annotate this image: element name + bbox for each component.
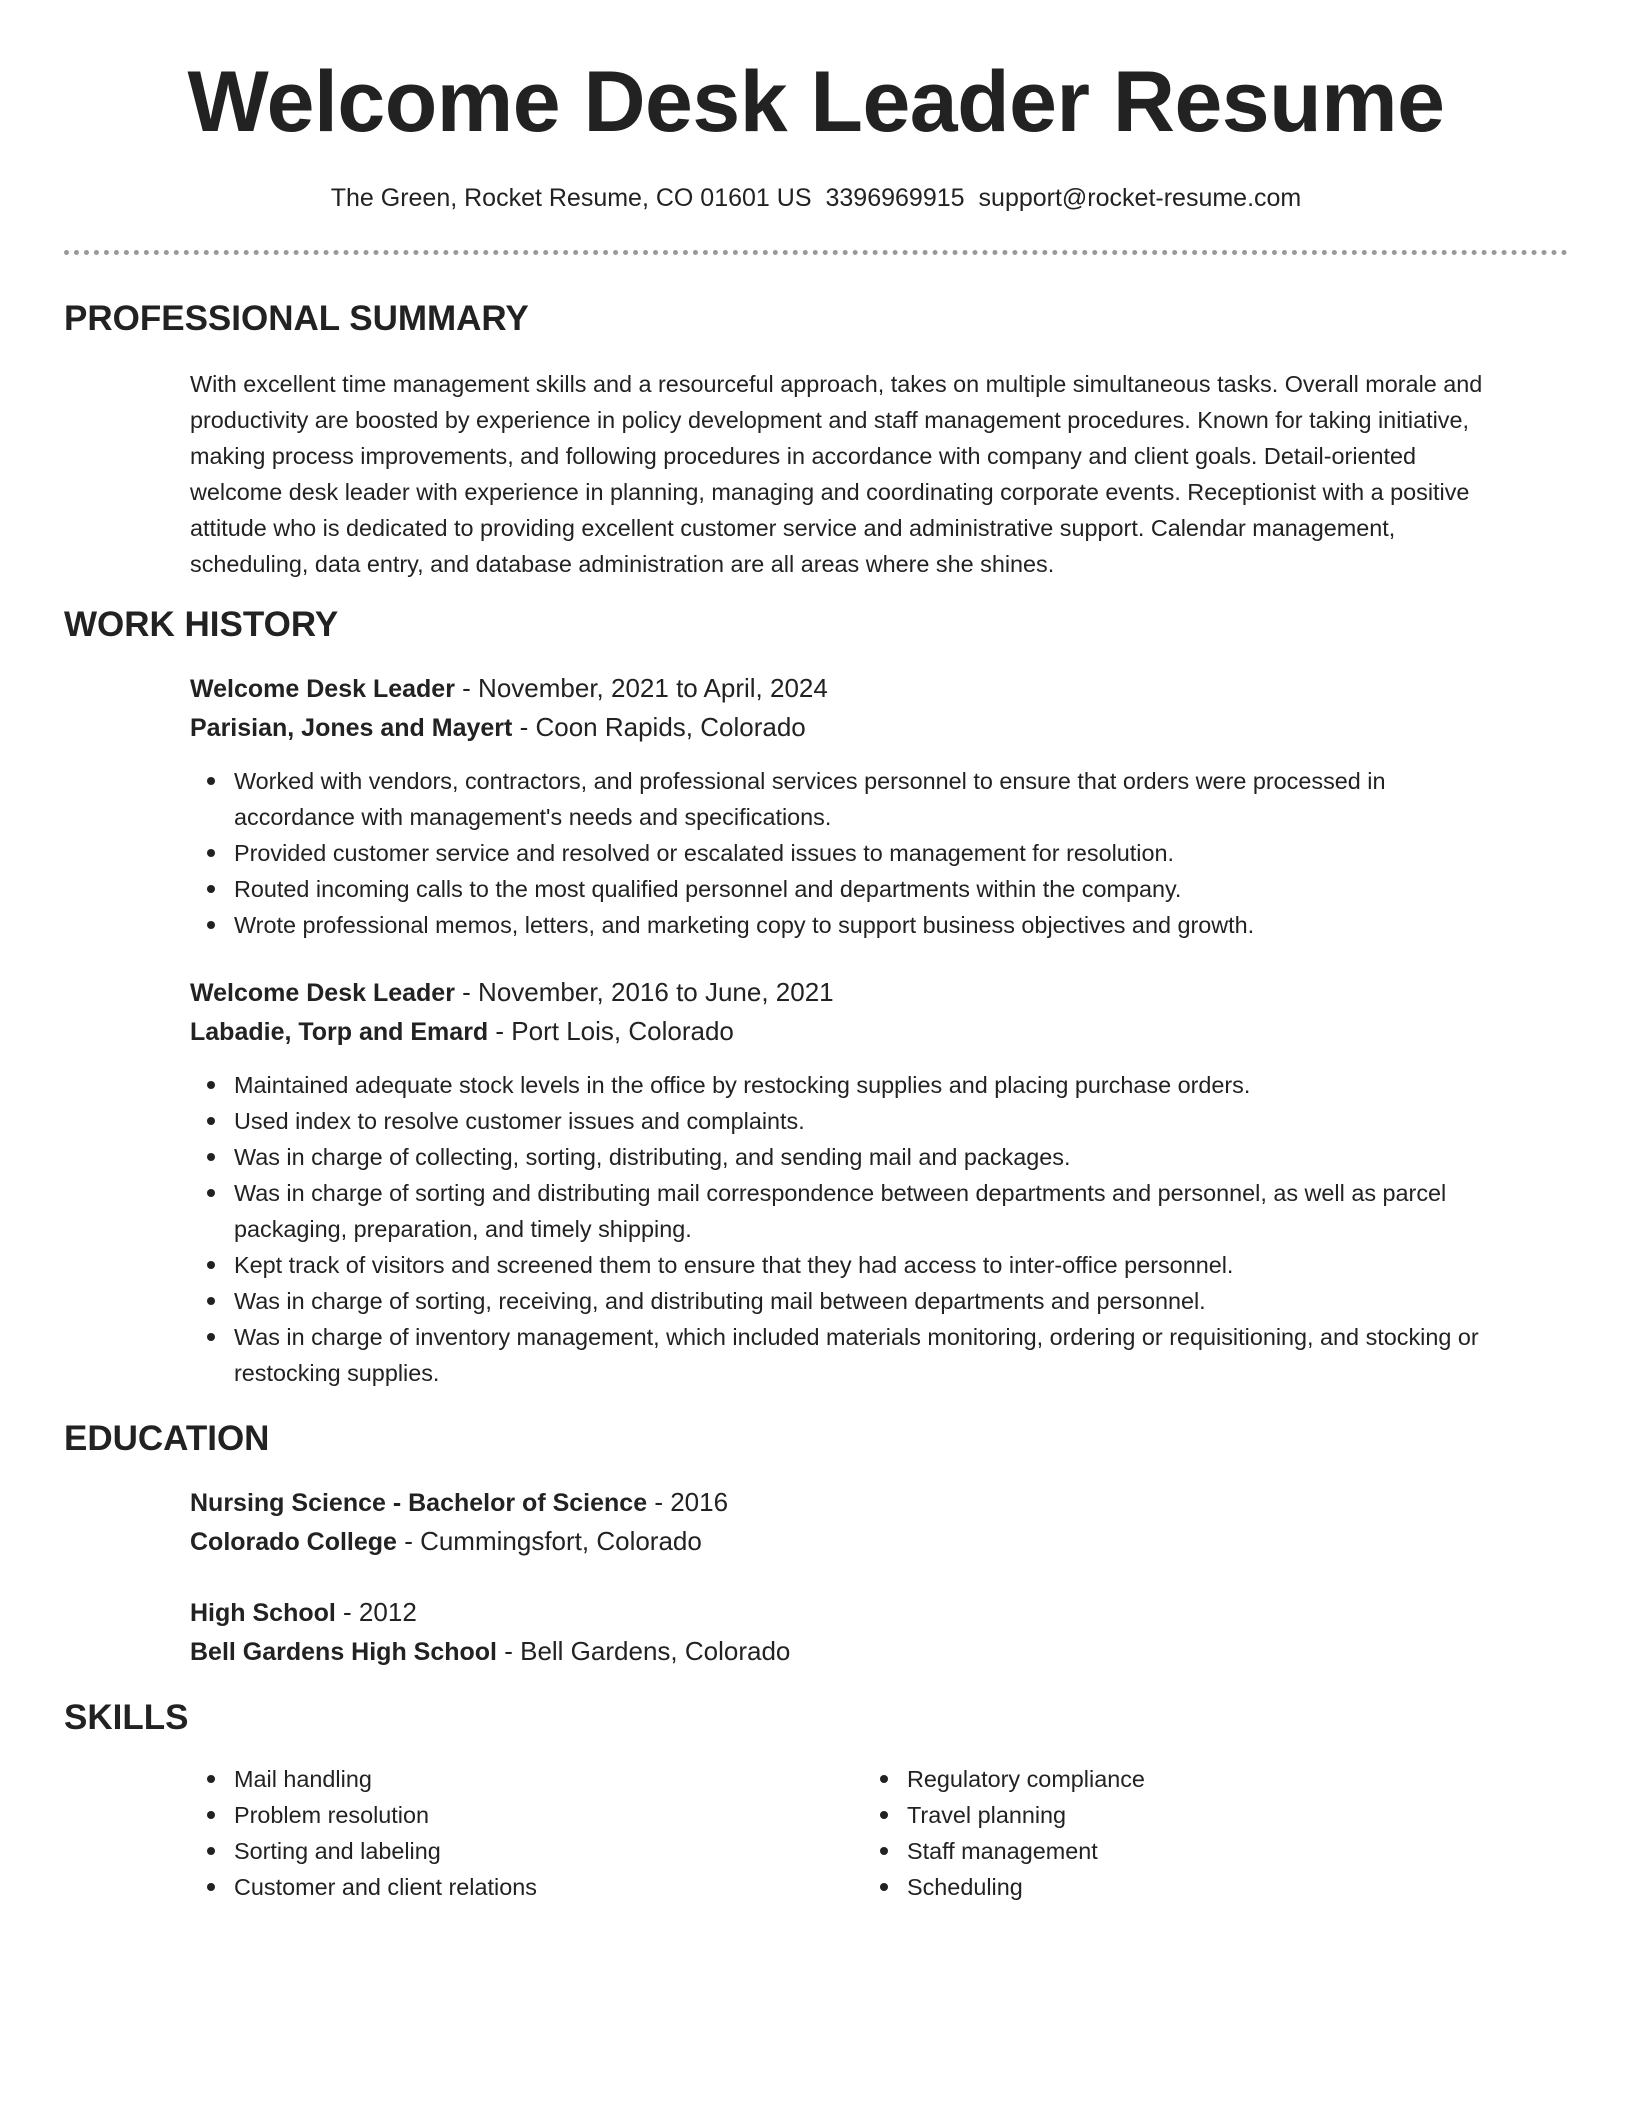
- school-line: [190, 1522, 1570, 1561]
- graduation-year: - 2016: [647, 1487, 729, 1517]
- skills-list-left: [190, 1761, 830, 1905]
- list-item: Was in charge of inventory management, which included materials monitoring, ordering or requisitioning, and stocking or: [190, 1319, 1570, 1355]
- job-bullets: [190, 763, 1570, 943]
- degree-line: [190, 1593, 1570, 1632]
- school: Colorado College: [190, 1528, 397, 1556]
- header-divider: [64, 250, 1568, 255]
- contact-phone: 3396969915: [825, 184, 965, 212]
- summary-line: making process improvements, and following procedures in accordance with company and client goals. Detail-oriented: [190, 443, 1417, 469]
- summary-line: With excellent time management skills and a resourceful approach, takes on multiple simultaneous tasks. Overall morale and: [190, 371, 1483, 397]
- summary-line: attitude who is dedicated to providing excellent customer service and administrative support. Calendar management,: [190, 515, 1396, 541]
- list-item: Routed incoming calls to the most qualified personnel and departments within the company.: [190, 871, 1570, 907]
- skill-item: Staff management: [863, 1833, 1563, 1869]
- skill-item: Sorting and labeling: [190, 1833, 830, 1869]
- graduation-year: - 2012: [335, 1597, 417, 1627]
- skill-item: Customer and client relations: [190, 1869, 830, 1905]
- school-location: - Cummingsfort, Colorado: [396, 1526, 702, 1556]
- job-company: Parisian, Jones and Mayert: [190, 714, 513, 742]
- list-item: Worked with vendors, contractors, and professional services personnel to ensure that orders were processed in: [190, 763, 1570, 799]
- skill-item: Mail handling: [190, 1761, 830, 1797]
- section-title-work-history: WORK HISTORY: [64, 605, 339, 644]
- skills-list-right: [863, 1761, 1563, 1905]
- job-company-line: [190, 1012, 1570, 1051]
- list-item-continuation: packaging, preparation, and timely shipping.: [234, 1216, 692, 1242]
- job-title: Welcome Desk Leader: [190, 979, 455, 1007]
- skill-item: Regulatory compliance: [863, 1761, 1563, 1797]
- job-entry: [190, 669, 1570, 747]
- degree-line: [190, 1483, 1570, 1522]
- section-title-education: EDUCATION: [64, 1419, 270, 1458]
- list-item-continuation: restocking supplies.: [234, 1360, 440, 1386]
- job-location: - Coon Rapids, Colorado: [512, 712, 806, 742]
- section-title-skills: SKILLS: [64, 1698, 189, 1737]
- summary-text: [190, 366, 1570, 582]
- job-entry: [190, 973, 1570, 1051]
- list-item: Maintained adequate stock levels in the office by restocking supplies and placing purchase orders.: [190, 1067, 1570, 1103]
- school-line: [190, 1632, 1570, 1671]
- education-entry: [190, 1593, 1570, 1671]
- summary-line: productivity are boosted by experience in policy development and staff management procedures. Known for taking initiative,: [190, 407, 1469, 433]
- degree: High School: [190, 1599, 336, 1627]
- skill-item: Scheduling: [863, 1869, 1563, 1905]
- summary-line: welcome desk leader with experience in planning, managing and coordinating corporate events. Receptionist with a positive: [190, 479, 1470, 505]
- list-item: Wrote professional memos, letters, and marketing copy to support business objectives and growth.: [190, 907, 1570, 943]
- contact-address: The Green, Rocket Resume, CO 01601 US: [330, 184, 812, 212]
- list-item: Kept track of visitors and screened them to ensure that they had access to inter-office personnel.: [190, 1247, 1570, 1283]
- job-company-line: [190, 708, 1570, 747]
- skill-item: Travel planning: [863, 1797, 1563, 1833]
- list-item-continuation: accordance with management's needs and specifications.: [234, 804, 832, 830]
- summary-line: scheduling, data entry, and database administration are all areas where she shines.: [190, 551, 1055, 577]
- list-item: Was in charge of collecting, sorting, distributing, and sending mail and packages.: [190, 1139, 1570, 1175]
- contact-email: support@rocket-resume.com: [978, 184, 1302, 212]
- job-dates: - November, 2021 to April, 2024: [454, 673, 828, 703]
- degree: Nursing Science - Bachelor of Science: [190, 1489, 648, 1517]
- contact-line: [0, 181, 1632, 215]
- list-item: Provided customer service and resolved or escalated issues to management for resolution.: [190, 835, 1570, 871]
- page-title: Welcome Desk Leader Resume: [187, 54, 1445, 150]
- section-title-summary: PROFESSIONAL SUMMARY: [64, 299, 529, 338]
- job-bullets: [190, 1067, 1570, 1391]
- list-item: Used index to resolve customer issues and complaints.: [190, 1103, 1570, 1139]
- job-company: Labadie, Torp and Emard: [190, 1018, 489, 1046]
- education-entry: [190, 1483, 1570, 1561]
- job-title-line: [190, 669, 1570, 708]
- job-title-line: [190, 973, 1570, 1012]
- list-item: Was in charge of sorting, receiving, and distributing mail between departments and personnel.: [190, 1283, 1570, 1319]
- job-dates: - November, 2016 to June, 2021: [454, 977, 834, 1007]
- school-location: - Bell Gardens, Colorado: [497, 1636, 791, 1666]
- job-location: - Port Lois, Colorado: [488, 1016, 734, 1046]
- school: Bell Gardens High School: [190, 1638, 497, 1666]
- skill-item: Problem resolution: [190, 1797, 830, 1833]
- job-title: Welcome Desk Leader: [190, 675, 455, 703]
- list-item: Was in charge of sorting and distributing mail correspondence between departments and personnel, as well as parcel: [190, 1175, 1570, 1211]
